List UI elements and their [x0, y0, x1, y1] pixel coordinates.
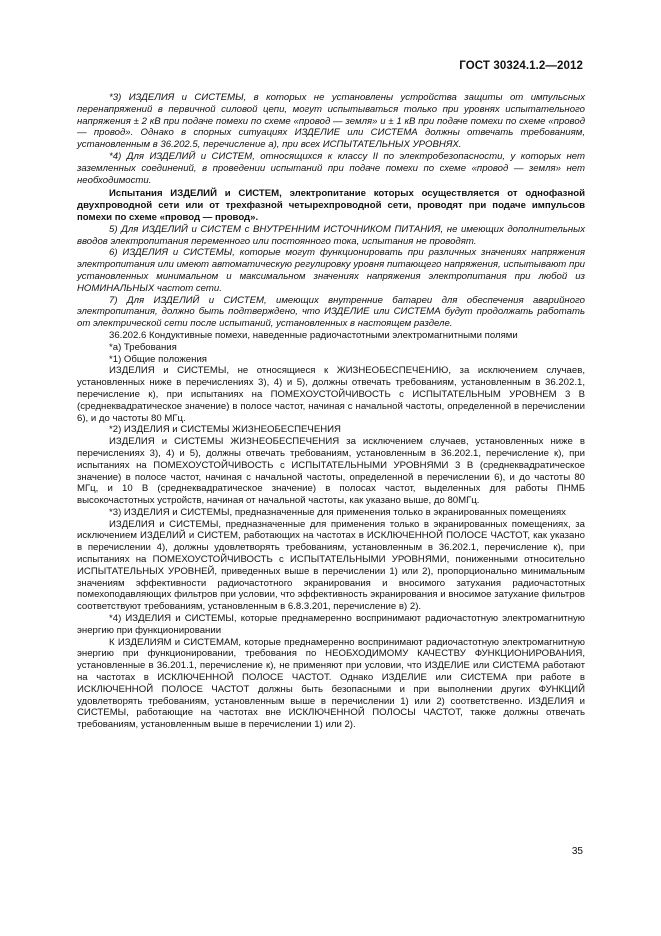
- page-number: 35: [571, 846, 583, 857]
- subheading-shielded-rooms: *3) ИЗДЕЛИЯ и СИСТЕМЫ, предназначенные для применения только в экранированных помещениях: [109, 506, 566, 518]
- paragraph-note-4: *4) Для ИЗДЕЛИЙ и СИСТЕМ, относящихся к классу II по электробезопасности, у которых нет заземленных соединений, в проведении испытаний при подаче помехи по схеме «провод — земля» нет необходимости.: [77, 150, 585, 186]
- paragraph-item-5: 5) Для ИЗДЕЛИЙ и СИСТЕМ с ВНУТРЕННИМ ИСТОЧНИКОМ ПИТАНИЯ, не имеющих дополнительных вводов электропитания переменного или постоянного тока, испытания не проводят.: [77, 223, 585, 247]
- paragraph-shielded-rooms: ИЗДЕЛИЯ и СИСТЕМЫ, предназначенные для применения только в экранированных помещениях, за исключением ИЗДЕЛИЙ и СИСТЕМ, работающих на частотах в ИСКЛЮЧЕННОЙ ПОЛОСЕ ЧАСТОТ, как указано в перечислении 4), должны удовлетворять требованиям, установленным в 36.202.1, перечисление к), при испытаниях на ПОМЕХОУСТОЙЧИВОСТЬ с ИСПЫТАТЕЛЬНЫМИ УРОВНЯМИ, пониженными относительно ИСПЫТАТЕЛЬНЫХ УРОВНЕЙ, приведенных выше в перечислении 1) или 2), пропорционально минимальным значениям эффективности радиочастотного экранирования и вносимого затухания радиочастотных помехоподавляющих фильтров при условии, что эффективность экранирования и вносимое затухание фильтров соответствуют требованиям, установленным в 6.8.3.201, перечисление в) 2).: [77, 518, 585, 613]
- paragraph-item-7: 7) Для ИЗДЕЛИЙ и СИСТЕМ, имеющих внутренние батареи для обеспечения аварийного электропитания, должно быть подтверждено, что ИЗДЕЛИЕ или СИСТЕМА будут продолжать работать от электрической сети после испытаний, установленных в настоящем разделе.: [77, 294, 585, 330]
- standard-designation: ГОСТ 30324.1.2—2012: [459, 60, 583, 72]
- subheading-requirements: *а) Требования: [109, 341, 177, 353]
- paragraph-life-support: ИЗДЕЛИЯ и СИСТЕМЫ ЖИЗНЕОБЕСПЕЧЕНИЯ за исключением случаев, установленных ниже в перечислениях 3), 4) и 5), должны отвечать требованиям, установленным в 36.202.1, перечисление к), при испытаниях на ПОМЕХОУСТОЙЧИВОСТЬ с ИСПЫТАТЕЛЬНЫМИ УРОВНЯМИ 3 В (среднеквадратическое значение) в полосе частот, начиная с начальной частоты, определенной в перечислении 6), и до частоты 80 МГц, и 10 В (среднеквадратическое значение) в полосах частот, выделенных для работы ПНМБ высокочастотных устройств, начиная от начальной частоты, как указано выше, до 80МГц.: [77, 436, 585, 507]
- subheading-rf-receiving: *4) ИЗДЕЛИЯ и СИСТЕМЫ, которые преднамеренно воспринимают радиочастотную электромагнитную энергию при функционировании: [77, 613, 585, 636]
- document-body: [77, 92, 585, 731]
- paragraph-note-3: *3) ИЗДЕЛИЯ и СИСТЕМЫ, в которых не установлены устройства защиты от импульсных перенапряжений в первичной силовой цепи, могут испытываться только при уровнях испытательного напряжения ± 2 кВ при подаче помехи по схеме «провод — земля» и ± 1 кВ при подаче помехи по схеме «провод — провод». Однако в спорных ситуациях ИЗДЕЛИЕ или СИСТЕМА должны отвечать требованиям, установленным в 36.202.5, перечисление а), при всех ИСПЫТАТЕЛЬНЫХ УРОВНЯХ.: [77, 92, 585, 151]
- paragraph-test-rule: Испытания ИЗДЕЛИЙ и СИСТЕМ, электропитание которых осуществляется от однофазной двухпроводной сети или от трехфазной четырехпроводной сети, проводят при подаче импульсов помехи по схеме «провод — провод».: [77, 188, 585, 223]
- subheading-general: *1) Общие положения: [109, 353, 207, 365]
- section-heading-36-202-6: 36.202.6 Кондуктивные помехи, наведенные радиочастотными электромагнитными полями: [109, 329, 518, 341]
- subheading-life-support: *2) ИЗДЕЛИЯ и СИСТЕМЫ ЖИЗНЕОБЕСПЕЧЕНИЯ: [109, 424, 341, 436]
- paragraph-general: ИЗДЕЛИЯ и СИСТЕМЫ, не относящиеся к ЖИЗНЕОБЕСПЕЧЕНИЮ, за исключением случаев, установленных ниже в перечислениях 3), 4) и 5), должны отвечать требованиям, установленным в 36.202.1, перечисление к), при испытаниях на ПОМЕХОУСТОЙЧИВОСТЬ с ИСПЫТАТЕЛЬНЫМ УРОВНЕМ 3 В (среднеквадратическое значение) в полосе частот, начиная с начальной частоты, определенной в перечислении 6), и до частоты 80 МГц.: [77, 365, 585, 424]
- paragraph-item-6: 6) ИЗДЕЛИЯ и СИСТЕМЫ, которые могут функционировать при различных значениях напряжения электропитания или имеют автоматическую регулировку уровня питающего напряжения, испытывают при установленных минимальном и максимальном значениях напряжения электропитания при любой из НОМИНАЛЬНЫХ частот сети.: [77, 247, 585, 294]
- paragraph-rf-receiving: К ИЗДЕЛИЯМ и СИСТЕМАМ, которые преднамеренно воспринимают радиочастотную электромагнитную энергию при функционировании, требования по НЕОБХОДИМОМУ КАЧЕСТВУ ФУНКЦИОНИРОВАНИЯ, установленные в 36.201.1, перечисление к), не применяют при условии, что ИЗДЕЛИЕ или СИСТЕМА работают на частотах в ИСКЛЮЧЕННОЙ ПОЛОСЕ ЧАСТОТ. Однако ИЗДЕЛИЕ или СИСТЕМА при работе в ИСКЛЮЧЕННОЙ ПОЛОСЕ ЧАСТОТ должны быть безопасными и при выполнении других ФУНКЦИЙ удовлетворять требованиям, установленным выше в перечислении 1) или 2) соответственно. ИЗДЕЛИЯ и СИСТЕМЫ, работающие на частотах вне ИСКЛЮЧЕННОЙ ПОЛОСЫ ЧАСТОТ, также должны отвечать требованиям, установленным выше в перечислении 1) или 2).: [77, 636, 585, 731]
